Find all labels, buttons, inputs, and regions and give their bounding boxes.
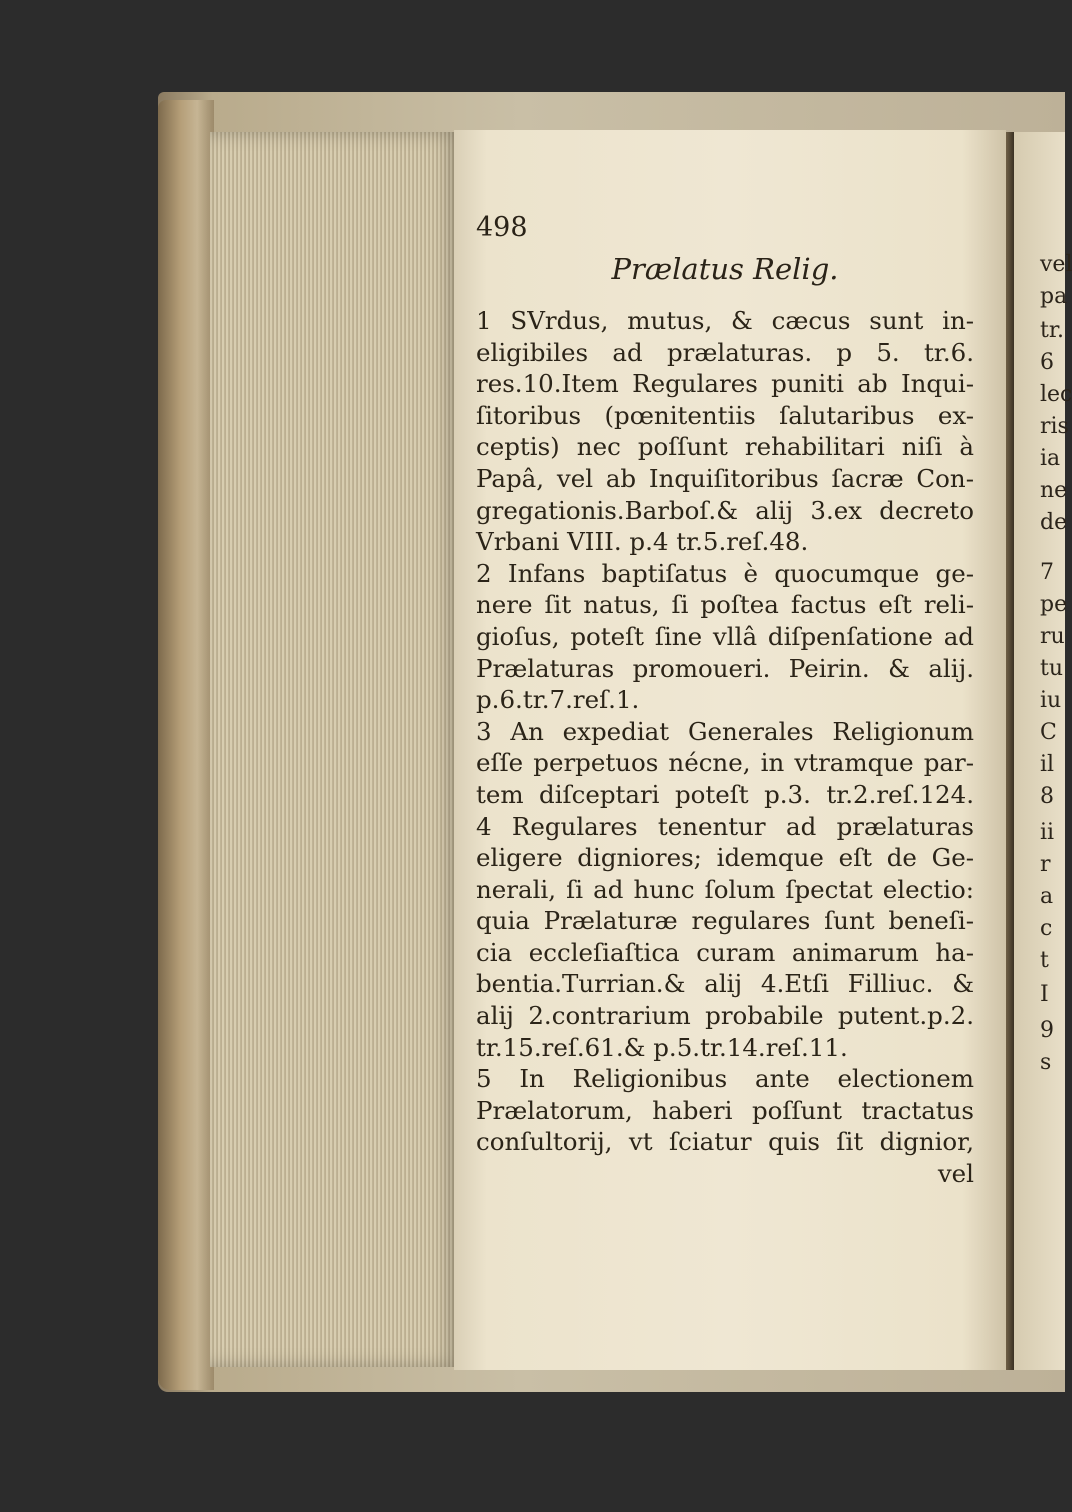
text-line: Prælaturas promoueri. Peirin. & alij. — [476, 653, 974, 683]
text-line: 5 In Religionibus ante electionem — [476, 1064, 974, 1094]
text-line: ſitoribus (pœnitentiis ſalutaribus ex- — [476, 400, 974, 430]
facing-page-fragment: pa — [1040, 284, 1068, 309]
text-line: Papâ, vel ab Inquiſitoribus ſacræ Con- — [476, 463, 974, 493]
text-line: conſultorij, vt ſciatur quis ſit dignior, — [476, 1127, 974, 1157]
text-line: ceptis) nec poſſunt rehabilitari niſi à — [476, 432, 974, 462]
gutter — [1006, 132, 1014, 1370]
facing-page-fragment: ia — [1040, 446, 1061, 471]
text-line: eligere digniores; idemque eſt de Ge- — [476, 843, 974, 873]
facing-page-fragment: iu — [1040, 688, 1062, 713]
page-number: 498 — [476, 212, 528, 243]
text-line: nere ſit natus, ſi poſtea factus eſt reli- — [476, 590, 974, 620]
text-line: Vrbani VIII. p.4 tr.5.reſ.48. — [476, 527, 809, 557]
page-edges — [210, 132, 460, 1367]
facing-page-fragment: ii — [1040, 820, 1055, 845]
text-line: tr.15.reſ.61.& p.5.tr.14.reſ.11. — [476, 1032, 848, 1062]
text-line: gregationis.Barboſ.& alij 3.ex decreto — [476, 495, 974, 525]
facing-page-fragment: s — [1040, 1050, 1052, 1075]
book-spine — [158, 100, 214, 1390]
facing-page-fragment: a — [1040, 884, 1054, 909]
facing-page-fragment: vel — [1040, 252, 1072, 277]
facing-page-fragment: t — [1040, 948, 1049, 973]
facing-page-fragment: r — [1040, 852, 1051, 877]
facing-page-fragment: c — [1040, 916, 1053, 941]
facing-page-fragment: lec — [1040, 382, 1072, 407]
facing-page-fragment: pe — [1040, 592, 1068, 617]
text-line: eſſe perpetuos nécne, in vtramque par- — [476, 748, 974, 778]
facing-page — [1014, 132, 1072, 1370]
text-line: res.10.Item Regulares puniti ab Inqui- — [476, 369, 974, 399]
facing-page-fragment: tu — [1040, 656, 1064, 681]
facing-page-fragment: C — [1040, 720, 1057, 745]
text-line: tem diſceptari poteſt p.3. tr.2.reſ.124. — [476, 779, 974, 809]
text-line: p.6.tr.7.reſ.1. — [476, 685, 640, 715]
facing-page-fragment: ris — [1040, 414, 1069, 439]
facing-page-fragment: ru — [1040, 624, 1065, 649]
text-line: nerali, ſi ad hunc ſolum ſpectat electio: — [476, 874, 974, 904]
text-line: 1 SVrdus, mutus, & cæcus sunt in- — [476, 306, 974, 335]
text-line: bentia.Turrian.& alij 4.Etſi Filliuc. & — [476, 969, 974, 999]
page-text — [476, 305, 974, 1190]
text-line: cia eccleſiaſtica curam animarum ha- — [476, 937, 974, 967]
text-line: eligibiles ad prælaturas. p 5. tr.6. — [476, 337, 974, 367]
text-line: alij 2.contrarium probabile putent.p.2. — [476, 1001, 974, 1031]
facing-page-fragment: ne — [1040, 478, 1068, 503]
text-line: quia Prælaturæ regulares ſunt beneſi- — [476, 906, 974, 936]
facing-page-fragment: il — [1040, 752, 1055, 777]
text-line: Prælatorum, haberi poſſunt tractatus — [476, 1095, 974, 1125]
catchword: vel — [937, 1159, 974, 1189]
facing-page-fragment: de — [1040, 510, 1068, 535]
facing-page-fragment: 9 — [1040, 1018, 1054, 1043]
running-head: Prælatus Relig. — [611, 252, 839, 286]
text-line: gioſus, poteſt ſine vllâ diſpenſatione ad — [476, 621, 974, 651]
facing-page-fragment: 6 — [1040, 350, 1054, 375]
text-line: 2 Infans baptiſatus è quocumque ge- — [476, 558, 974, 588]
facing-page-fragment: I — [1040, 982, 1049, 1007]
facing-page-fragment: tr. — [1040, 318, 1064, 343]
facing-page-fragment: 7 — [1040, 560, 1054, 585]
facing-page-fragment: 8 — [1040, 784, 1054, 809]
text-line: 4 Regulares tenentur ad prælaturas — [476, 811, 974, 841]
text-line: 3 An expediat Generales Religionum — [476, 716, 974, 746]
